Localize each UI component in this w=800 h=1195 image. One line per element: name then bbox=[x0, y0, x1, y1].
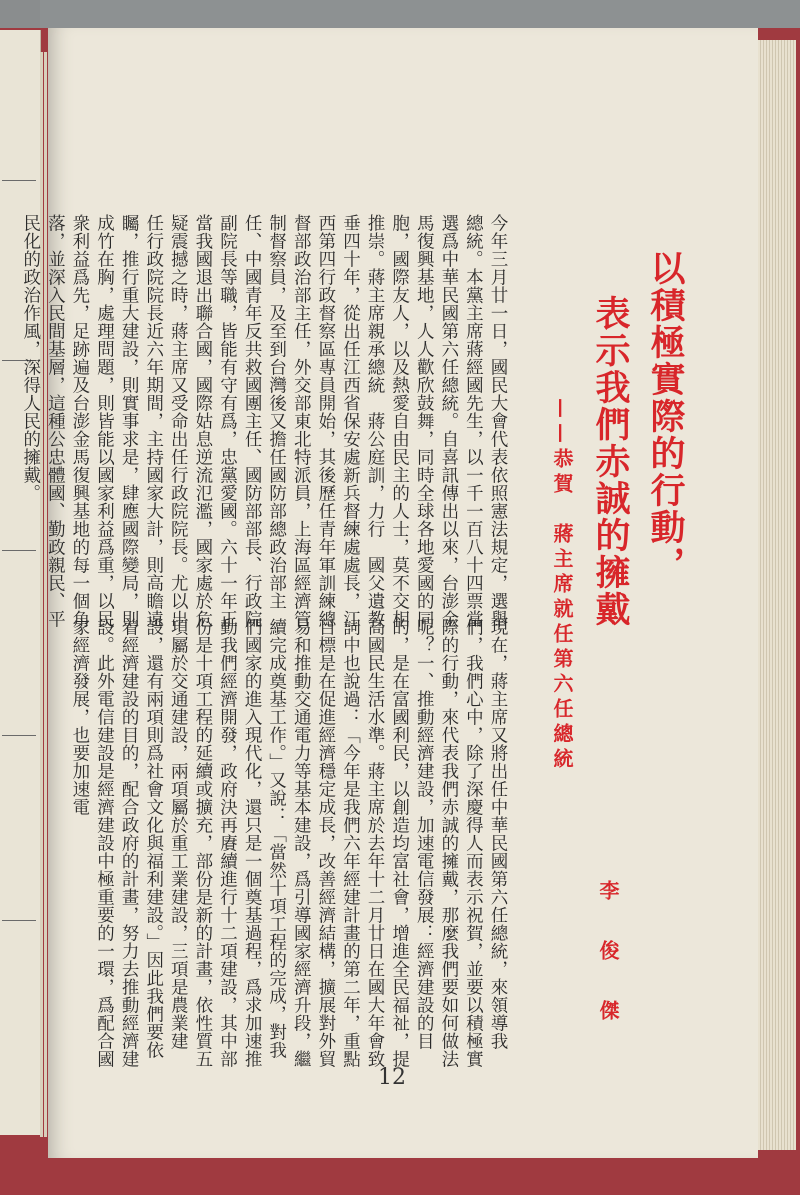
page-number: 12 bbox=[378, 1065, 406, 1090]
facing-page-edge bbox=[0, 30, 41, 1135]
article-title-line-2: 表示我們赤誠的擁戴 bbox=[590, 295, 631, 628]
article-title-line-1: 以積極實際的行動， bbox=[645, 250, 686, 583]
article-body-paragraph-1: 今年三月廿一日，國民大會代表依照憲法規定，選舉總統。本黨主席蔣經國先生，以一千一百八十四票當選爲中華民國第六任總統。自喜訊傳出以來，台澎金馬復興基地，人人歡欣鼓舞，同時全球各地愛國的同胞，國際友人，以及熱愛自由民主的人士，莫不交相推崇。蔣主席親承總統 蔣公庭訓，力行 國父遺教垂四十年，從出任江西省保安處新兵督練處處長，江西第四行政督察區專員開始，其後歷任青年軍訓練總督部政治部主任，外交部東北特派員，上海區經濟管制督察員，及至到台灣後又擔任國防部總政治部主任、中國青年反共救國團主任、國防部部長、行政院副院長等職，皆能有守有爲，忠黨愛國。六十一年正當我國退出聯合國，國際姑息逆流氾濫，國家處於危疑震撼之時，蔣主席又受命出任行政院院長。尤以出任行政院院長近六年期間，主持國家大計，則高瞻遠矚，推行重大建設，則實事求是，肆應國際變局，則成竹在胸，處理問題，則皆能以國家利益爲重，以民衆利益爲先，足跡遍及台澎金馬復興基地的每一個角落，並深入民間基層，這種公忠體國、勤政親民、平民化的政治作風，深得人民的擁戴。 bbox=[20, 214, 508, 628]
article-body-paragraph-2: 現在，蔣主席又將出任中華民國第六任總統，來領導我們，我們心中，除了深慶得人而表示祝賀，並要以積極實際的行動，來代表我們赤誠的擁戴，那麼我們要如何做法呢？一、推動經濟建設，加速電信發展：經濟建設的目的，是在富國利民，以創造均富社會，增進全民福祉，提高國民生活水準。蔣主席於去年十二月廿日在國大年會致詞中也說過：「今年是我們六年經建計畫的第二年，重點目標是在促進經濟穩定成長，改善經濟結構，擴展對外貿易和推動交通電力等基本建設，爲引導國家經濟升段，繼續完成奠基工作。」又說：「當然十項工程的完成，對我們國家的進入現代化，還只是一個奠基過程，爲求加速推動我們經濟開發，政府決再賡續進行十二項建設，其中部份是十項工程的延續或擴充，部份是新的計畫，依性質五項屬於交通建設，兩項屬於重工業建設，三項是農業建設，還有兩項則爲社會文化與福利建設。」因此我們要依着經濟建設的目的，配合政府的計畫，努力去推動經濟建設。此外電信建設是經濟建設中極重要的一環，爲配合國家經濟發展，也要加速電 bbox=[69, 618, 508, 1068]
article-subtitle: ——恭賀 蔣主席就任第六任總統 bbox=[550, 398, 574, 773]
archive-backdrop bbox=[40, 0, 800, 30]
article-author: 李 俊 傑 bbox=[596, 880, 620, 1030]
page-stack-edge bbox=[758, 40, 796, 1150]
